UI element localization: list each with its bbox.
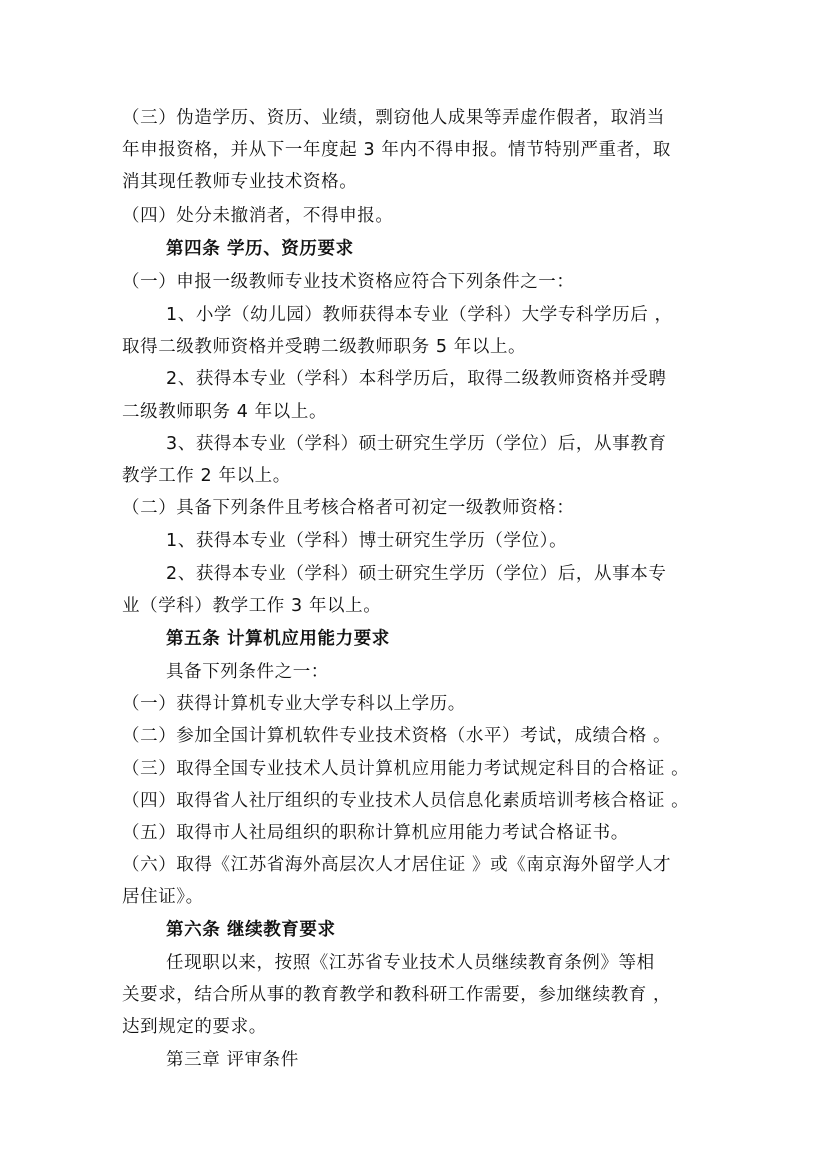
text-line: （四）取得省人社厅组织的专业技术人员信息化素质培训考核合格证 。	[122, 791, 690, 811]
text-line: 年申报资格，并从下一年度起 3 年内不得申报。情节特别严重者，取	[122, 140, 671, 160]
text-line: （五）取得市人社局组织的职称计算机应用能力考试合格证书。	[122, 823, 629, 843]
chapter-heading: 第三章 评审条件	[166, 1050, 299, 1070]
text-line: 1、小学（幼儿园）教师获得本专业（学科）大学专科学历后 ，	[166, 305, 673, 325]
text-line: 具备下列条件之一：	[166, 662, 329, 682]
text-line: （一）获得计算机专业大学专科以上学历。	[122, 694, 466, 714]
section-heading: 第六条 继续教育要求	[166, 920, 336, 940]
text-line: 3、获得本专业（学科）硕士研究生学历（学位）后，从事教育	[166, 434, 667, 454]
text-line: 关要求，结合所从事的教育教学和教科研工作需要，参加继续教育 ，	[122, 985, 672, 1005]
text-line: （一）申报一级教师专业技术资格应符合下列条件之一：	[122, 272, 575, 292]
section-heading: 第四条 学历、资历要求	[166, 239, 354, 259]
text-line: 业（学科）教学工作 3 年以上。	[122, 596, 382, 616]
text-line: 居住证》。	[122, 887, 204, 907]
text-line: 取得二级教师资格并受聘二级教师职务 5 年以上。	[122, 337, 527, 357]
text-line: 消其现任教师专业技术资格。	[122, 172, 358, 192]
text-line: 二级教师职务 4 年以上。	[122, 402, 328, 422]
text-line: 任现职以来，按照《江苏省专业技术人员继续教育条例》等相	[166, 953, 655, 973]
text-line: 2、获得本专业（学科）本科学历后，取得二级教师资格并受聘	[166, 369, 667, 389]
text-line: 教学工作 2 年以上。	[122, 466, 291, 486]
text-line: 达到规定的要求。	[122, 1017, 267, 1037]
text-line: （四）处分未撤消者，不得申报。	[122, 206, 394, 226]
text-line: 1、获得本专业（学科）博士研究生学历（学位）。	[166, 531, 568, 551]
text-line: （三）取得全国专业技术人员计算机应用能力考试规定科目的合格证 。	[122, 759, 690, 779]
text-line: （二）参加全国计算机软件专业技术资格（水平）考试，成绩合格 。	[122, 726, 672, 746]
text-line: （二）具备下列条件且考核合格者可初定一级教师资格：	[122, 498, 575, 518]
section-heading: 第五条 计算机应用能力要求	[166, 629, 390, 649]
text-line: 2、获得本专业（学科）硕士研究生学历（学位）后，从事本专	[166, 564, 667, 584]
text-line: （三）伪造学历、资历、业绩，剽窃他人成果等弄虚作假者，取消当	[122, 108, 665, 128]
text-line: （六）取得《江苏省海外高层次人才居住证 》或《南京海外留学人才	[122, 855, 672, 875]
